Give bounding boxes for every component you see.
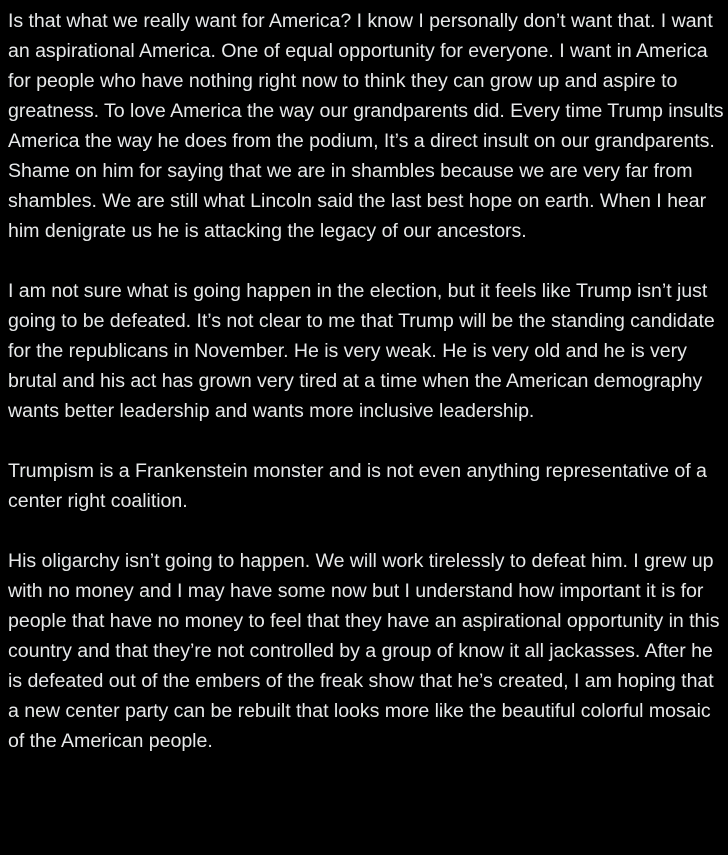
post-paragraph-2: I am not sure what is going happen in the election, but it feels like Trump isn’t just going to be defeated. It’s not clear to me that Trump will be the standing candidate for the republicans in November. He is very weak. He is very old and he is very brutal and his act has grown very tired at a time when the American demography wants better leadership and wants more inclusive leadership. — [8, 280, 715, 422]
post-paragraph-3: Trumpism is a Frankenstein monster and is not even anything representative of a center right coalition. — [8, 460, 707, 512]
post-paragraph-4: His oligarchy isn’t going to happen. We will work tirelessly to defeat him. I grew up with no money and I may have some now but I understand how important it is for people that have no money to feel that they have an aspirational opportunity in this country and that they’re not controlled by a group of know it all jackasses. After he is defeated out of the embers of the freak show that he’s created, I am hoping that a new center party can be rebuilt that looks more like the beautiful colorful mosaic of the American people. — [8, 550, 720, 752]
post-paragraph-1: Is that what we really want for America? I know I personally don’t want that. I want an aspirational America. One of equal opportunity for everyone. I want in America for people who have nothing right now to think they can grow up and aspire to greatness. To love America the way our grandparents did. Every time Trump insults America the way he does from the podium, It’s a direct insult on our grandparents. Shame on him for saying that we are in shambles because we are very far from shambles. We are still what Lincoln said the last best hope on earth. When I hear him denigrate us he is attacking the legacy of our ancestors. — [8, 10, 724, 242]
post-text-body — [8, 6, 724, 756]
